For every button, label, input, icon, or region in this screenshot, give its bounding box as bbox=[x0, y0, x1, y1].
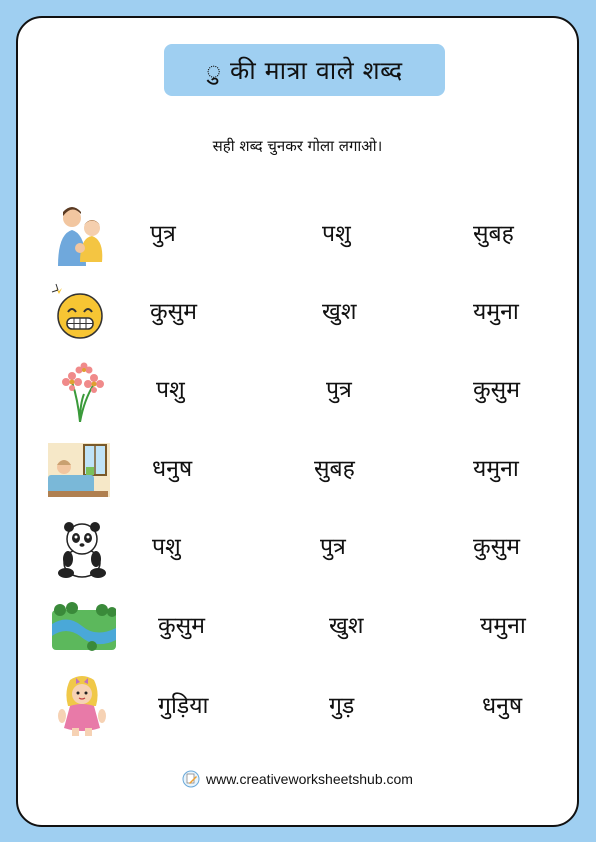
option-3[interactable]: यमुना bbox=[473, 299, 519, 325]
question-row bbox=[18, 592, 577, 662]
option-2[interactable]: सुबह bbox=[314, 456, 355, 482]
option-3[interactable]: कुसुम bbox=[473, 534, 520, 560]
option-1[interactable]: कुसुम bbox=[150, 299, 197, 325]
option-2[interactable]: पशु bbox=[322, 221, 351, 247]
option-2[interactable]: खुश bbox=[329, 613, 364, 639]
option-2[interactable]: खुश bbox=[322, 299, 357, 325]
option-3[interactable]: यमुना bbox=[480, 613, 526, 639]
question-row bbox=[18, 356, 577, 426]
page-title: ु की मात्रा वाले शब्द bbox=[164, 44, 445, 96]
option-3[interactable]: यमुना bbox=[473, 456, 519, 482]
option-1[interactable]: कुसुम bbox=[158, 613, 205, 639]
pencil-paper-icon bbox=[182, 770, 200, 788]
doll-image bbox=[50, 676, 114, 738]
question-row bbox=[18, 672, 577, 742]
option-1[interactable]: पुत्र bbox=[150, 221, 176, 247]
option-1[interactable]: गुड़िया bbox=[158, 693, 209, 719]
option-3[interactable]: कुसुम bbox=[473, 377, 520, 403]
option-1[interactable]: पशु bbox=[156, 377, 185, 403]
option-1[interactable]: धनुष bbox=[152, 456, 193, 482]
father-child-image bbox=[50, 204, 114, 266]
question-row bbox=[18, 435, 577, 505]
option-3[interactable]: धनुष bbox=[482, 693, 523, 719]
question-row bbox=[18, 278, 577, 348]
option-2[interactable]: गुड़ bbox=[329, 693, 355, 719]
flower-image bbox=[50, 360, 114, 422]
question-row bbox=[18, 513, 577, 583]
grinning-face-image bbox=[50, 282, 114, 344]
question-row bbox=[18, 200, 577, 270]
website-url[interactable]: www.creativeworksheetshub.com bbox=[206, 771, 413, 787]
option-2[interactable]: पुत्र bbox=[320, 534, 346, 560]
worksheet-card bbox=[16, 16, 579, 827]
footer bbox=[18, 770, 577, 788]
panda-image bbox=[50, 517, 114, 579]
river-image bbox=[52, 596, 116, 658]
option-2[interactable]: पुत्र bbox=[326, 377, 352, 403]
instruction-text: सही शब्द चुनकर गोला लगाओ। bbox=[212, 137, 383, 155]
option-1[interactable]: पशु bbox=[152, 534, 181, 560]
option-3[interactable]: सुबह bbox=[473, 221, 514, 247]
morning-bedroom-image bbox=[46, 439, 110, 501]
